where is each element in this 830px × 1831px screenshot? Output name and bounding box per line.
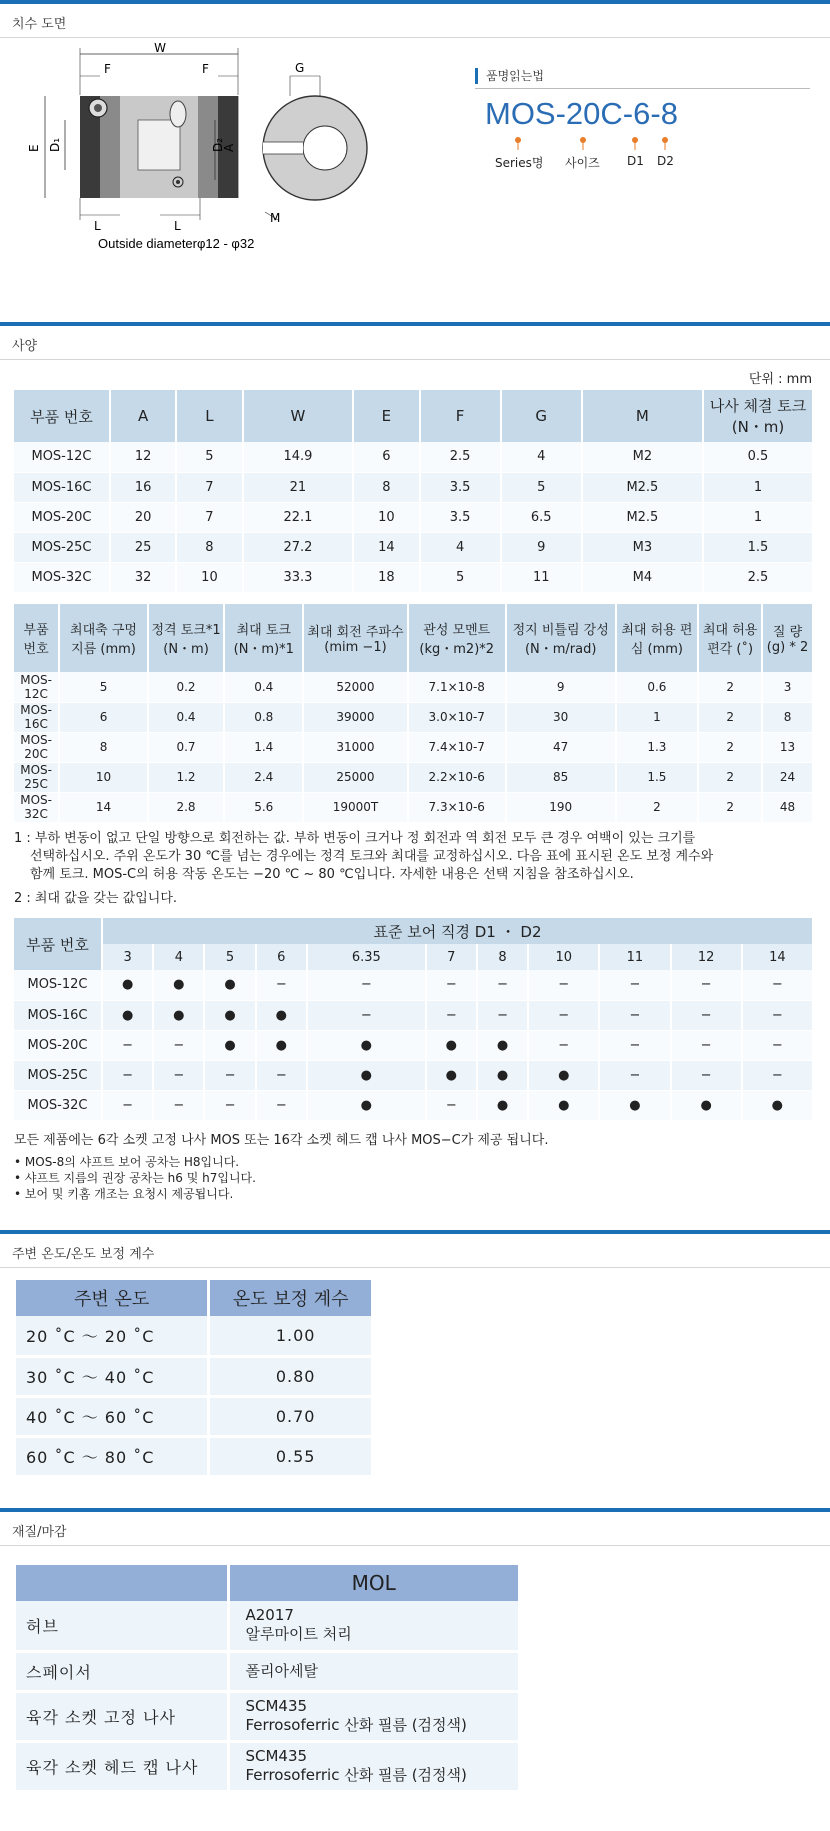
table-cell: 6.5 [501, 502, 582, 532]
table-cell: 1.00 [209, 1316, 373, 1356]
dim-header-6: G [501, 390, 582, 442]
bore-availability-cell: − [528, 1030, 599, 1060]
bore-diameter-10: 14 [742, 944, 813, 970]
bore-diameter-9: 12 [671, 944, 742, 970]
table-cell: 2 [616, 792, 699, 822]
table-cell: MOS-25C [14, 532, 110, 562]
perf-header-8: 최대 허용 편각 (˚) [698, 604, 762, 672]
bore-diameter-6: 8 [477, 944, 528, 970]
table-row [14, 442, 813, 472]
bore-availability-cell: ● [307, 1090, 426, 1120]
bore-note-3: • 보어 및 키홈 개조는 요청시 제공됩니다. [14, 1187, 234, 1201]
table-cell: 10 [59, 762, 148, 792]
label-g: G [295, 61, 305, 75]
table-cell: 1.3 [616, 732, 699, 762]
bore-availability-cell: ● [477, 1090, 528, 1120]
temp-header-0: 주변 온도 [16, 1280, 209, 1316]
table-cell: 7 [176, 502, 242, 532]
section-title: 사양 [12, 339, 38, 354]
table-cell: 30 [506, 702, 616, 732]
table-row [14, 762, 813, 792]
bore-availability-cell: − [742, 1030, 813, 1060]
table-cell: MOS-16C [14, 472, 110, 502]
bore-availability-cell: − [599, 1060, 670, 1090]
bore-availability-cell: − [102, 1090, 153, 1120]
bore-diameter-3: 6 [256, 944, 307, 970]
table-cell: 2.8 [148, 792, 225, 822]
bore-availability-cell: − [671, 1030, 742, 1060]
perf-header-0: 부품 번호 [14, 604, 59, 672]
table-cell: 5 [176, 442, 242, 472]
bore-availability-cell: − [742, 1060, 813, 1090]
label-d2: D₂ [211, 137, 225, 152]
table-cell: MOS-32C [14, 792, 59, 822]
table-cell: MOS-12C [14, 442, 110, 472]
table-cell: 10 [176, 562, 242, 592]
bore-availability-cell: − [256, 1060, 307, 1090]
table-cell: M2.5 [582, 472, 703, 502]
table-cell: 20 ˚C ～ 20 ˚C [16, 1316, 209, 1356]
perf-header-9: 질 량 (g) * 2 [762, 604, 813, 672]
table-cell: MOS-20C [14, 732, 59, 762]
bore-availability-cell: − [102, 1060, 153, 1090]
table-cell: 8 [59, 732, 148, 762]
table-row [16, 1356, 373, 1396]
table-cell: 22.1 [243, 502, 354, 532]
table-cell: M2.5 [582, 502, 703, 532]
material-header: MOL [228, 1565, 518, 1601]
label-m: M [270, 211, 281, 225]
table-cell: 0.7 [148, 732, 225, 762]
table-cell: 0.6 [616, 672, 699, 702]
table-cell: 27.2 [243, 532, 354, 562]
bore-availability-cell: ● [204, 1030, 255, 1060]
material-spec-line1: SCM435 [245, 1747, 308, 1765]
table-cell: 7.1×10-8 [408, 672, 506, 702]
table-cell: 1.2 [148, 762, 225, 792]
table-cell: 5.6 [224, 792, 303, 822]
table-cell: 0.4 [224, 672, 303, 702]
temperature-table [16, 1280, 374, 1478]
bore-availability-cell: ● [256, 1000, 307, 1030]
table-cell: 40 ˚C ～ 60 ˚C [16, 1396, 209, 1436]
table-cell: 6 [353, 442, 419, 472]
bore-diameter-1: 4 [153, 944, 204, 970]
bore-availability-cell: − [153, 1090, 204, 1120]
perf-header-3: 최대 토크 (N・m)*1 [224, 604, 303, 672]
bore-availability-cell: ● [426, 1030, 477, 1060]
section-dimensions [0, 0, 830, 38]
bore-availability-cell: ● [102, 1000, 153, 1030]
table-cell: 1 [616, 702, 699, 732]
perf-header-1: 최대축 구멍 지름 (mm) [59, 604, 148, 672]
table-cell: 30 ˚C ～ 40 ˚C [16, 1356, 209, 1396]
bore-availability-cell: ● [204, 970, 255, 1000]
table-cell: 11 [501, 562, 582, 592]
bore-availability-cell: ● [307, 1060, 426, 1090]
table-row [14, 1090, 813, 1120]
table-row [14, 532, 813, 562]
table-cell: 1 [703, 472, 813, 502]
table-cell: 0.80 [209, 1356, 373, 1396]
dimension-drawing [20, 40, 420, 290]
label-f-left: F [104, 62, 111, 76]
label-l-right: L [174, 219, 181, 233]
bore-availability-cell: − [671, 1000, 742, 1030]
bore-availability-cell: − [204, 1060, 255, 1090]
table-cell: MOS-32C [14, 562, 110, 592]
bore-availability-cell: − [599, 1000, 670, 1030]
table-cell: MOS-32C [14, 1090, 102, 1120]
perf-header-4: 최대 회전 주파수 (mim −1) [303, 604, 407, 672]
material-spec [228, 1651, 518, 1691]
table-cell: 6 [59, 702, 148, 732]
table-row [14, 1000, 813, 1030]
table-cell: 3.5 [420, 502, 501, 532]
table-row [14, 970, 813, 1000]
table-cell: 20 [110, 502, 176, 532]
perf-header-5: 관성 모멘트 (kg・m2)*2 [408, 604, 506, 672]
table-row [14, 502, 813, 532]
table-cell: 7.3×10-6 [408, 792, 506, 822]
table-cell: 52000 [303, 672, 407, 702]
table-row [16, 1316, 373, 1356]
table-cell: 0.5 [703, 442, 813, 472]
part-reading-title: 품명읽는법 [486, 69, 544, 83]
bore-availability-cell: ● [256, 1030, 307, 1060]
bore-diameter-5: 7 [426, 944, 477, 970]
footnote-1 [14, 830, 713, 908]
table-cell: 18 [353, 562, 419, 592]
table-cell: 2.2×10-6 [408, 762, 506, 792]
section-temperature [0, 1230, 830, 1268]
material-part: 육각 소켓 고정 나사 [16, 1691, 228, 1741]
table-row [16, 1436, 373, 1476]
dim-header-8: 나사 체결 토크 (N・m) [703, 390, 813, 442]
table-cell: 2 [698, 762, 762, 792]
bore-availability-cell: − [204, 1090, 255, 1120]
table-cell: 21 [243, 472, 354, 502]
label-a: A [222, 143, 236, 152]
label-e: E [27, 144, 41, 152]
table-cell: 3.0×10-7 [408, 702, 506, 732]
table-cell: 8 [353, 472, 419, 502]
material-spec-line2: Ferrosoferric 산화 필름 (검정색) [245, 1766, 467, 1784]
section-title: 치수 도면 [12, 17, 67, 32]
material-spec-line1: A2017 [245, 1606, 294, 1625]
part-reading-title-bar [475, 68, 810, 84]
footnote-1-line3: 함께 토크. MOS-C의 허용 작동 온도는 −20 ℃ ~ 80 ℃입니다. 자세한 내용은 선택 지침을 참조하십시오. [30, 867, 634, 882]
table-cell: 13 [762, 732, 813, 762]
bore-availability-cell: − [528, 1000, 599, 1030]
table-cell: 1.4 [224, 732, 303, 762]
dim-header-1: A [110, 390, 176, 442]
part-code: MOS-20C-6-8 [485, 96, 678, 131]
table-cell: 9 [506, 672, 616, 702]
table-cell: 9 [501, 532, 582, 562]
table-row [14, 732, 813, 762]
table-cell: 60 ˚C ～ 80 ˚C [16, 1436, 209, 1476]
material-corner [16, 1565, 228, 1601]
bore-availability-cell: − [426, 1000, 477, 1030]
table-cell: MOS-12C [14, 672, 59, 702]
section-title: 재질/마감 [12, 1525, 67, 1540]
unit-label: 단위 : mm [748, 372, 812, 387]
bore-availability-cell: ● [528, 1090, 599, 1120]
material-spec-line1: SCM435 [245, 1697, 308, 1715]
table-cell: MOS-16C [14, 1000, 102, 1030]
table-cell: 7 [176, 472, 242, 502]
table-cell: 7.4×10-7 [408, 732, 506, 762]
material-spec-line1: 폴리아세탈 [245, 1661, 318, 1680]
table-cell: 2 [698, 672, 762, 702]
dim-header-4: E [353, 390, 419, 442]
table-row [14, 792, 813, 822]
bore-availability-cell: ● [153, 970, 204, 1000]
table-cell: 0.8 [224, 702, 303, 732]
label-d1: D₁ [48, 137, 62, 152]
bore-diameter-2: 5 [204, 944, 255, 970]
bore-availability-cell: − [477, 970, 528, 1000]
table-cell: 31000 [303, 732, 407, 762]
table-cell: 0.55 [209, 1436, 373, 1476]
material-table [16, 1565, 518, 1793]
bore-availability-cell: ● [426, 1060, 477, 1090]
section-title: 주변 온도/온도 보정 계수 [12, 1247, 155, 1262]
bore-availability-cell: − [671, 1060, 742, 1090]
table-cell: 3 [762, 672, 813, 702]
bore-availability-cell: − [671, 970, 742, 1000]
bore-availability-cell: − [102, 1030, 153, 1060]
bore-availability-cell: − [742, 1000, 813, 1030]
label-f-right: F [202, 62, 209, 76]
bore-group-header: 표준 보어 직경 D1 ・ D2 [102, 918, 813, 944]
table-cell: MOS-20C [14, 502, 110, 532]
table-cell: MOS-25C [14, 1060, 102, 1090]
performance-table [14, 604, 814, 823]
table-row [14, 1060, 813, 1090]
bore-availability-cell: − [153, 1060, 204, 1090]
table-row [14, 562, 813, 592]
bore-availability-cell: − [426, 1090, 477, 1120]
bore-availability-cell: ● [477, 1030, 528, 1060]
table-cell: 19000T [303, 792, 407, 822]
dim-header-5: F [420, 390, 501, 442]
part-label-series: Series명 [495, 156, 544, 170]
material-spec [228, 1601, 518, 1651]
material-spec [228, 1741, 518, 1791]
material-part: 허브 [16, 1601, 228, 1651]
bore-availability-cell: ● [528, 1060, 599, 1090]
material-part: 스페이서 [16, 1651, 228, 1691]
dim-header-7: M [582, 390, 703, 442]
bore-table [14, 918, 814, 1121]
table-cell: 8 [762, 702, 813, 732]
table-cell: 33.3 [243, 562, 354, 592]
table-cell: 2 [698, 702, 762, 732]
bore-availability-cell: ● [742, 1090, 813, 1120]
table-row [16, 1741, 518, 1791]
bore-availability-cell: − [426, 970, 477, 1000]
table-cell: 25 [110, 532, 176, 562]
bore-diameter-8: 11 [599, 944, 670, 970]
table-row [14, 672, 813, 702]
table-cell: 32 [110, 562, 176, 592]
section-spec [0, 322, 830, 360]
table-cell: 85 [506, 762, 616, 792]
part-label-d2: D2 [657, 154, 674, 168]
table-cell: MOS-12C [14, 970, 102, 1000]
table-cell: MOS-16C [14, 702, 59, 732]
bore-diameter-7: 10 [528, 944, 599, 970]
table-cell: 24 [762, 762, 813, 792]
table-cell: 0.70 [209, 1396, 373, 1436]
table-row [14, 1030, 813, 1060]
bore-availability-cell: − [528, 970, 599, 1000]
material-spec-line2: Ferrosoferric 산화 필름 (검정색) [245, 1716, 467, 1734]
bore-notes [14, 1132, 548, 1202]
table-cell: 5 [501, 472, 582, 502]
table-cell: 2.4 [224, 762, 303, 792]
table-cell: 12 [110, 442, 176, 472]
table-row [16, 1601, 518, 1651]
bore-availability-cell: − [307, 1000, 426, 1030]
part-label-size: 사이즈 [565, 156, 600, 170]
material-spec [228, 1691, 518, 1741]
footnote-1-line1: 1 : 부하 변동이 없고 단일 방향으로 회전하는 값. 부하 변동이 크거나 정 회전과 역 회전 모두 큰 경우 여백이 있는 크기를 [14, 831, 696, 846]
perf-header-6: 정지 비틀림 강성 (N・m/rad) [506, 604, 616, 672]
table-cell: 3.5 [420, 472, 501, 502]
bore-note-1: • MOS-8의 샤프트 보어 공차는 H8입니다. [14, 1155, 240, 1169]
table-row [16, 1396, 373, 1436]
bore-availability-cell: − [256, 970, 307, 1000]
table-cell: 1.5 [703, 532, 813, 562]
bore-availability-cell: ● [599, 1090, 670, 1120]
bore-note-main: 모든 제품에는 6각 소켓 고정 나사 MOS 또는 16각 소켓 헤드 캡 나사 MOS−C가 제공 됩니다. [14, 1133, 549, 1148]
dim-header-3: W [243, 390, 354, 442]
part-label-d1: D1 [627, 154, 644, 168]
bore-availability-cell: − [477, 1000, 528, 1030]
table-cell: 2 [698, 732, 762, 762]
table-cell: 5 [59, 672, 148, 702]
temp-header-1: 온도 보정 계수 [209, 1280, 373, 1316]
table-cell: 0.2 [148, 672, 225, 702]
table-cell: 14 [59, 792, 148, 822]
bore-availability-cell: ● [204, 1000, 255, 1030]
table-cell: 1 [703, 502, 813, 532]
table-row [16, 1691, 518, 1741]
table-cell: 39000 [303, 702, 407, 732]
table-cell: 2.5 [420, 442, 501, 472]
section-material [0, 1508, 830, 1546]
material-part: 육각 소켓 헤드 캡 나사 [16, 1741, 228, 1791]
bore-diameter-4: 6.35 [307, 944, 426, 970]
table-cell: 8 [176, 532, 242, 562]
table-cell: 4 [501, 442, 582, 472]
table-row [14, 472, 813, 502]
bore-availability-cell: − [256, 1090, 307, 1120]
part-reading-divider [475, 88, 810, 89]
table-cell: 5 [420, 562, 501, 592]
table-row [14, 702, 813, 732]
material-spec-line2: 알루마이트 처리 [245, 1625, 352, 1644]
table-cell: 16 [110, 472, 176, 502]
table-cell: 10 [353, 502, 419, 532]
table-row [16, 1651, 518, 1691]
table-cell: M4 [582, 562, 703, 592]
table-cell: 25000 [303, 762, 407, 792]
footnote-1-line2: 선택하십시오. 주위 온도가 30 ℃를 넘는 경우에는 정격 토크와 최대를 교정하십시오. 다음 표에 표시된 온도 보정 계수와 [30, 849, 714, 864]
table-cell: MOS-25C [14, 762, 59, 792]
bore-availability-cell: − [307, 970, 426, 1000]
bore-availability-cell: ● [102, 970, 153, 1000]
bore-availability-cell: − [599, 970, 670, 1000]
bore-note-2: • 샤프트 지름의 권장 공차는 h6 및 h7입니다. [14, 1171, 256, 1185]
table-cell: M2 [582, 442, 703, 472]
table-cell: 14.9 [243, 442, 354, 472]
perf-header-7: 최대 허용 편심 (mm) [616, 604, 699, 672]
table-cell: 48 [762, 792, 813, 822]
label-w: W [154, 41, 166, 55]
label-l-left: L [94, 219, 101, 233]
bore-availability-cell: ● [477, 1060, 528, 1090]
bore-availability-cell: ● [671, 1090, 742, 1120]
table-cell: MOS-20C [14, 1030, 102, 1060]
table-cell: 4 [420, 532, 501, 562]
dim-header-2: L [176, 390, 242, 442]
dimension-table [14, 390, 814, 593]
bore-part-header: 부품 번호 [14, 918, 102, 970]
table-cell: M3 [582, 532, 703, 562]
bore-availability-cell: − [742, 970, 813, 1000]
bore-availability-cell: − [153, 1030, 204, 1060]
table-cell: 2 [698, 792, 762, 822]
table-cell: 14 [353, 532, 419, 562]
part-reading-box [475, 68, 810, 188]
dim-header-0: 부품 번호 [14, 390, 110, 442]
table-cell: 1.5 [616, 762, 699, 792]
table-cell: 47 [506, 732, 616, 762]
perf-header-2: 정격 토크*1 (N・m) [148, 604, 225, 672]
footnote-2: 2 : 최대 값을 갖는 값입니다. [14, 891, 178, 906]
bore-availability-cell: ● [307, 1030, 426, 1060]
bore-diameter-0: 3 [102, 944, 153, 970]
table-cell: 2.5 [703, 562, 813, 592]
bore-availability-cell: ● [153, 1000, 204, 1030]
table-cell: 0.4 [148, 702, 225, 732]
bore-availability-cell: − [599, 1030, 670, 1060]
table-cell: 190 [506, 792, 616, 822]
drawing-caption: Outside diameterφ12 - φ32 [98, 236, 255, 251]
